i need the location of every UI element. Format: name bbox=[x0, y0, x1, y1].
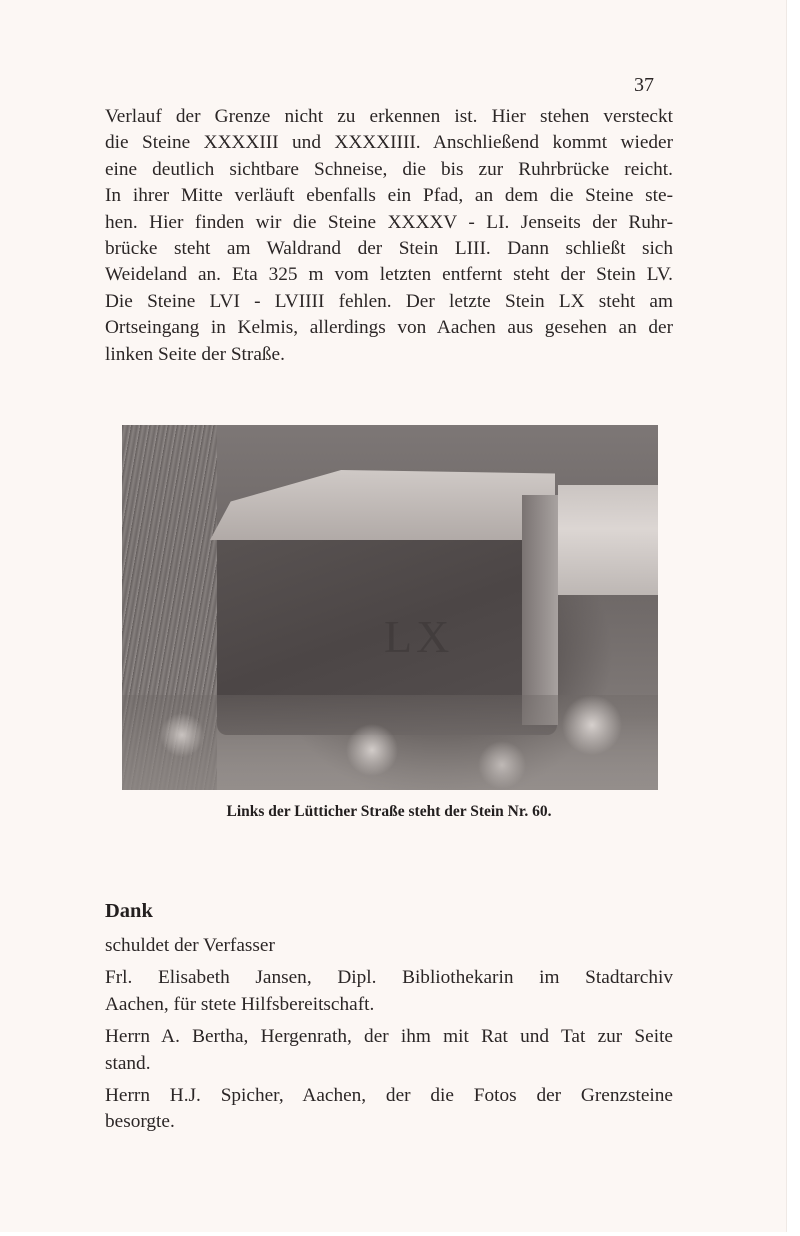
section-heading: Dank bbox=[105, 900, 153, 922]
body-paragraph bbox=[105, 104, 673, 368]
text-line: Herrn A. Bertha, Hergenrath, der ihm mit Rat und Tat zur Seite bbox=[105, 1026, 673, 1048]
text-line: Verlauf der Grenze nicht zu erkennen ist. Hier stehen versteckt bbox=[105, 106, 673, 127]
photo-stone-top bbox=[210, 470, 555, 540]
text-line: brücke steht am Waldrand der Stein LIII. Dann schließt sich bbox=[105, 238, 673, 260]
text-line: Weideland an. Eta 325 m vom letzten entfernt steht der Stein LV. bbox=[105, 264, 673, 286]
figure-caption: Links der Lütticher Straße steht der Stein Nr. 60. bbox=[226, 803, 552, 820]
text-line: besorgte. bbox=[105, 1111, 175, 1133]
photo-background-wall bbox=[558, 485, 658, 595]
boundary-stone-photo bbox=[122, 425, 658, 790]
text-line: Ortseingang in Kelmis, allerdings von Aachen aus gesehen an der bbox=[105, 317, 673, 339]
text-line: die Steine XXXXIII und XXXXIIII. Anschließend kommt wieder bbox=[105, 132, 673, 154]
text-line: Die Steine LVI - LVIIII fehlen. Der letzte Stein LX steht am bbox=[105, 290, 673, 312]
acknowledgement-entry bbox=[105, 1024, 673, 1077]
text-line: linken Seite der Straße. bbox=[105, 343, 285, 365]
acknowledgement-entry bbox=[105, 965, 673, 1018]
acknowledgements-text bbox=[105, 933, 673, 1142]
text-line: In ihrer Mitte verläuft ebenfalls ein Pfad, an dem die Steine ste- bbox=[105, 185, 673, 207]
text-line: Aachen, für stete Hilfsbereitschaft. bbox=[105, 993, 375, 1015]
acknowledgement-entry bbox=[105, 1083, 673, 1136]
acknowledgements-intro bbox=[105, 933, 673, 959]
text-line: eine deutlich sichtbare Schneise, die bis zur Ruhrbrücke reicht. bbox=[105, 158, 673, 180]
photo-leaves bbox=[122, 695, 658, 790]
page-number: 37 bbox=[634, 74, 654, 96]
photo-stone-carving: LX bbox=[384, 611, 454, 662]
text-line: Frl. Elisabeth Jansen, Dipl. Bibliothekarin im Stadtarchiv bbox=[105, 967, 673, 989]
photo-stone-side bbox=[522, 495, 558, 725]
text-line: stand. bbox=[105, 1052, 151, 1074]
text-line: Herrn H.J. Spicher, Aachen, der die Fotos der Grenzsteine bbox=[105, 1085, 673, 1107]
text-line: schuldet der Verfasser bbox=[105, 935, 275, 956]
text-line: hen. Hier finden wir die Steine XXXXV - LI. Jenseits der Ruhr- bbox=[105, 211, 673, 233]
